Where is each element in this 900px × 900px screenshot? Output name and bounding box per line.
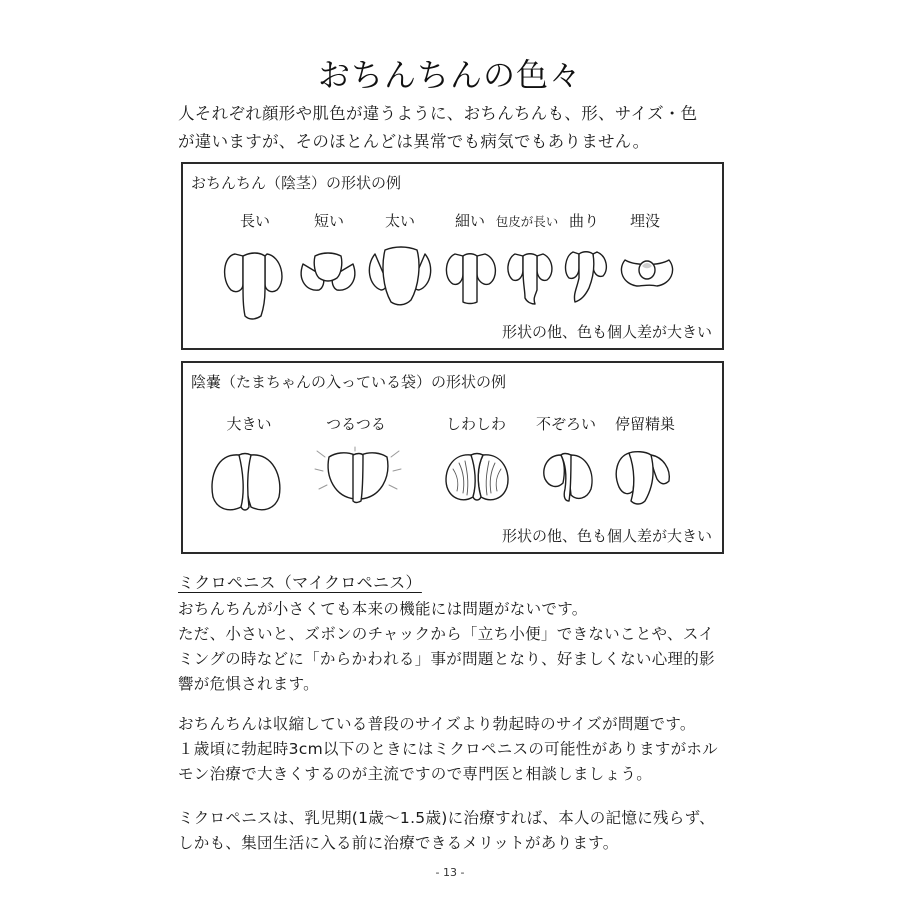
penis-box-note: 形状の他、色も個人差が大きい — [501, 323, 712, 341]
intro-text — [178, 100, 738, 156]
intro-line: が違いますが、そのほとんどは異常でも病気でもありません。 — [178, 132, 650, 151]
illustration-long — [221, 250, 289, 320]
page-number: - 13 - — [435, 866, 465, 879]
label-wrinkled: しわしわ — [445, 415, 507, 433]
illustration-scrotum-smooth — [315, 447, 401, 507]
illustration-scrotum-wrinkled — [441, 449, 513, 505]
paragraph-line: ただ、小さいと、ズボンのチャックから「立ち小便」できないことや、スイ — [178, 625, 715, 643]
micropenis-paragraph-3 — [178, 806, 738, 856]
paragraph-line: おちんちんが小さくても本来の機能には問題がないです。 — [178, 600, 588, 618]
micropenis-paragraph-2 — [178, 712, 738, 787]
scrotum-box-note: 形状の他、色も個人差が大きい — [501, 527, 712, 545]
paragraph-line: しかも、集団生活に入る前に治療できるメリットがあります。 — [178, 834, 619, 852]
illustration-short — [297, 250, 359, 300]
paragraph-line: ミクロペニスは、乳児期(1歳～1.5歳)に治療すれば、本人の記憶に残らず、 — [178, 809, 715, 827]
illustration-thin — [443, 250, 499, 306]
paragraph-line: ミングの時などに「からかわれる」事が問題となり、好ましくない心理的影 — [178, 650, 715, 668]
paragraph-line: おちんちんは収縮している普段のサイズより勃起時のサイズが問題です。 — [178, 715, 696, 733]
micropenis-heading: ミクロペニス（マイクロペニス） — [178, 573, 422, 592]
label-long: 長い — [239, 212, 271, 230]
illustration-buried — [619, 254, 675, 290]
illustration-thick — [367, 246, 433, 306]
label-large: 大きい — [226, 415, 272, 433]
label-undescended: 停留精巣 — [614, 415, 676, 433]
label-thick: 太い — [384, 212, 416, 230]
label-short: 短い — [313, 212, 345, 230]
illustration-scrotum-undescended — [613, 447, 675, 507]
label-uneven: 不ぞろい — [535, 415, 597, 433]
illustration-scrotum-uneven — [539, 449, 595, 505]
page-title: おちんちんの色々 — [317, 56, 582, 94]
paragraph-line: 響が危惧されます。 — [178, 675, 319, 693]
penis-shapes-box — [181, 162, 724, 350]
illustration-curved — [563, 248, 609, 304]
penis-box-title: おちんちん（陰茎）の形状の例 — [191, 174, 402, 192]
scrotum-shapes-box — [181, 361, 724, 554]
label-smooth: つるつる — [326, 415, 386, 433]
illustration-long-foreskin — [505, 250, 555, 306]
label-long-foreskin: 包皮が長い — [495, 214, 559, 229]
intro-line: 人それぞれ顔形や肌色が違うように、おちんちんも、形、サイズ・色 — [178, 104, 698, 123]
scrotum-box-title: 陰嚢（たまちゃんの入っている袋）の形状の例 — [191, 373, 507, 391]
paragraph-line: モン治療で大きくするのが主流ですので専門医と相談しましょう。 — [178, 765, 653, 783]
label-buried: 埋没 — [629, 212, 661, 230]
micropenis-paragraph-1 — [178, 597, 738, 697]
label-curved: 曲り — [568, 212, 600, 230]
paragraph-line: １歳頃に勃起時3cm以下のときにはミクロペニスの可能性がありますがホル — [178, 740, 718, 758]
label-thin: 細い — [454, 212, 486, 230]
illustration-scrotum-large — [209, 451, 283, 515]
